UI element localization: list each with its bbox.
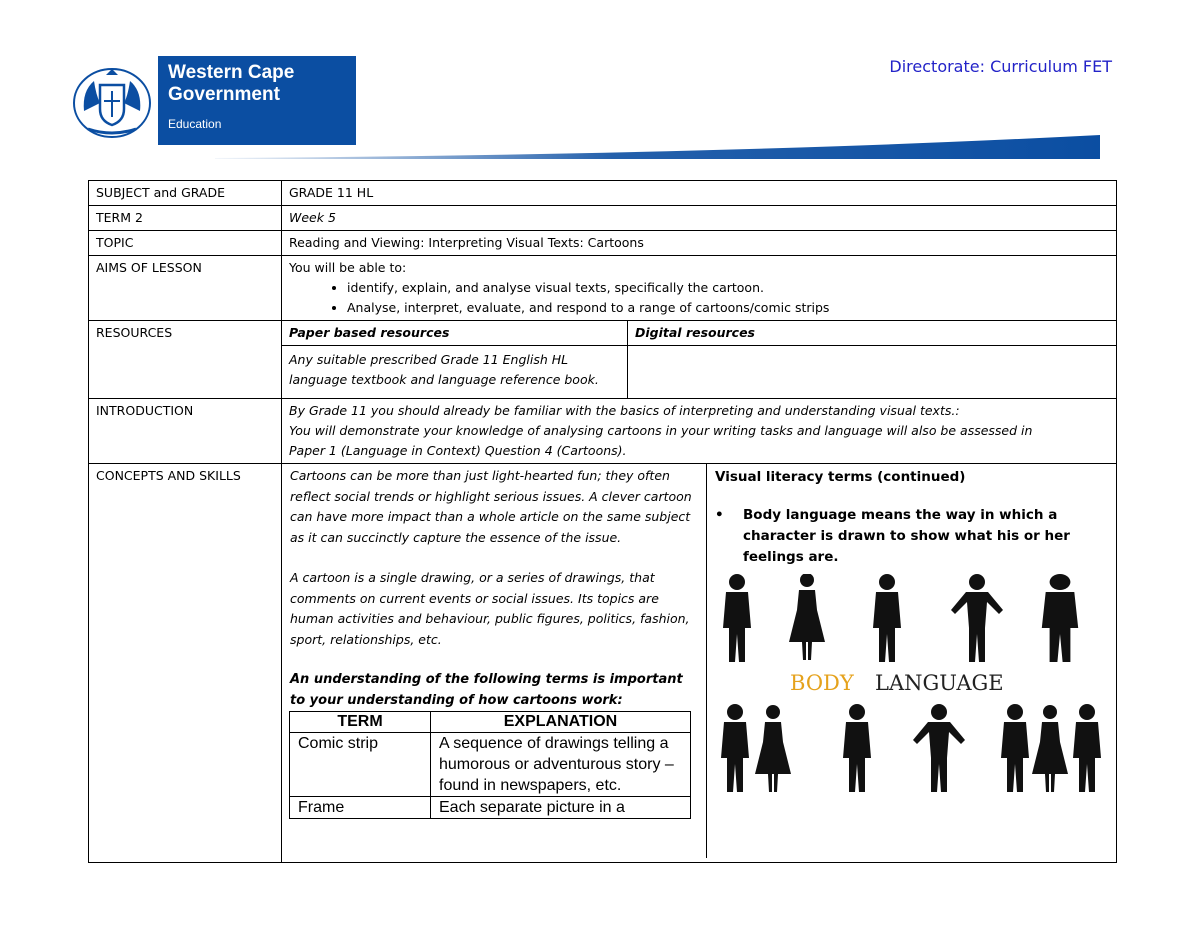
body-language-image	[715, 574, 1116, 804]
image-caption-word2: LANGUAGE	[875, 671, 1004, 695]
silhouettes-top-row	[723, 574, 1078, 662]
cartoon-paragraph-1: Cartoons can be more than just light-hearted fun; they often reflect social trends or highlight serious issues. A clever cartoon can have more impact than a whole article on the same subject as it can succinctly capture the essence of the issue.	[290, 468, 692, 545]
introduction-value	[282, 399, 1117, 464]
directorate-title: Directorate: Curriculum FET	[889, 57, 1112, 76]
term-label: TERM 2	[89, 206, 282, 231]
lesson-table	[88, 180, 1117, 863]
topic-label: TOPIC	[89, 231, 282, 256]
aims-item: • identify, explain, and analyse visual texts, specifically the cartoon.	[347, 278, 1109, 298]
aims-item: • Analyse, interpret, evaluate, and respond to a range of cartoons/comic strips	[347, 298, 1109, 318]
row-topic	[89, 231, 1117, 256]
resources-value	[282, 321, 1117, 399]
body-language-definition: Body language means the way in which a character is drawn to show what his or her feelings are.	[743, 507, 1070, 565]
explanation-cell: Each separate picture in a	[431, 797, 691, 819]
logo-text	[158, 56, 356, 145]
explanation-cell: A sequence of drawings telling a humorous or adventurous story – found in newspapers, etc.	[431, 733, 691, 797]
row-concepts	[89, 464, 1117, 863]
logo-title-line2: Government	[168, 84, 280, 105]
concepts-value	[282, 464, 1117, 863]
aims-label: AIMS OF LESSON	[89, 256, 282, 321]
cartoon-paragraph-2: A cartoon is a single drawing, or a series of drawings, that comments on current events or social issues. Its topics are human activities and behaviour, public figures, politics, fashion, sport, relationships, etc.	[290, 570, 690, 647]
subject-value: GRADE 11 HL	[282, 181, 1117, 206]
term-cell: Comic strip	[290, 733, 431, 797]
resources-table	[282, 321, 1116, 398]
table-row	[290, 797, 691, 819]
row-aims	[89, 256, 1117, 321]
introduction-line: By Grade 11 you should already be familiar with the basics of interpreting and understanding visual texts.:	[289, 403, 960, 418]
explanation-header: EXPLANATION	[431, 712, 691, 733]
row-resources	[89, 321, 1117, 399]
logo	[66, 56, 356, 145]
visual-literacy-column	[707, 464, 1116, 858]
introduction-line: Paper 1 (Language in Context) Question 4 (Cartoons).	[289, 443, 627, 458]
image-caption-word1: BODY	[790, 671, 854, 695]
row-subject	[89, 181, 1117, 206]
introduction-label: INTRODUCTION	[89, 399, 282, 464]
terms-intro: An understanding of the following terms is important to your understanding of how cartoons work:	[290, 672, 683, 708]
paper-resources-heading: Paper based resources	[282, 321, 628, 346]
silhouettes-bottom-row	[721, 704, 1101, 792]
term-header: TERM	[290, 712, 431, 733]
resources-label: RESOURCES	[89, 321, 282, 399]
aims-intro: You will be able to:	[289, 260, 407, 275]
logo-subtitle: Education	[168, 117, 222, 131]
term-table	[289, 711, 691, 819]
term-value: Week 5	[282, 206, 1117, 231]
header-swoosh	[215, 135, 1100, 159]
row-term	[89, 206, 1117, 231]
logo-title-line1: Western Cape	[168, 62, 295, 83]
introduction-line: You will demonstrate your knowledge of analysing cartoons in your writing tasks and language will also be assessed in	[289, 423, 1033, 438]
paper-resources-text: Any suitable prescribed Grade 11 English HL language textbook and language reference book.	[282, 346, 628, 399]
digital-resources-heading: Digital resources	[628, 321, 1117, 346]
concepts-text-column	[282, 464, 707, 858]
subject-label: SUBJECT and GRADE	[89, 181, 282, 206]
aims-list	[289, 278, 1109, 318]
row-introduction	[89, 399, 1117, 464]
topic-value: Reading and Viewing: Interpreting Visual Texts: Cartoons	[282, 231, 1117, 256]
digital-resources-text	[628, 346, 1117, 399]
concepts-label: CONCEPTS AND SKILLS	[89, 464, 282, 863]
table-row	[290, 733, 691, 797]
visual-literacy-title: Visual literacy terms (continued)	[715, 469, 966, 485]
bullet-icon: •	[715, 507, 724, 523]
aims-value	[282, 256, 1117, 321]
coat-of-arms-icon	[66, 56, 158, 145]
term-cell: Frame	[290, 797, 431, 819]
body-language-bullet	[715, 505, 1108, 568]
